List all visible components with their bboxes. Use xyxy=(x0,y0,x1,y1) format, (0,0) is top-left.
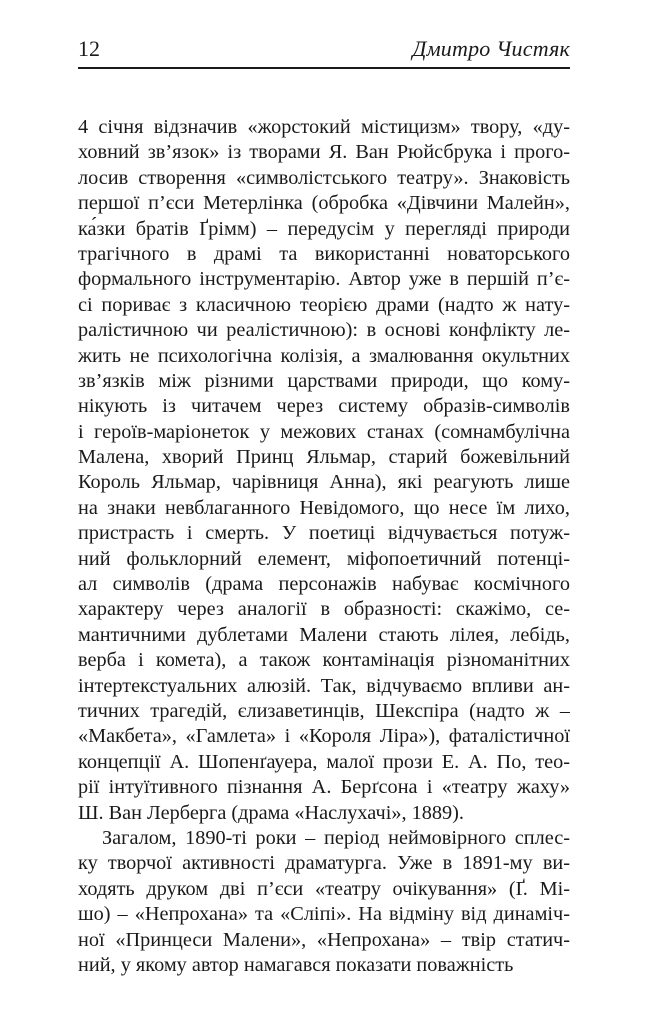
header-rule xyxy=(78,67,570,69)
text-line: Малена, хворий Принц Яльмар, старий божевільний xyxy=(78,446,570,469)
text-line: ку творчої активності драматурга. Уже в 1891-му ви- xyxy=(78,852,570,875)
text-line: «Макбета», «Гамлета» і «Короля Ліра»), фаталістичної xyxy=(78,725,570,748)
text-line: ка́зки братів Ґрімм) – передусім у перегляді природи xyxy=(78,217,570,240)
book-page xyxy=(78,0,570,1024)
page-number: 12 xyxy=(78,36,100,61)
text-line: шо) – «Непрохана» та «Сліпі». На відміну від динаміч- xyxy=(78,903,570,926)
text-line: верба і комета), а також контамінація різноманітних xyxy=(78,649,570,672)
text-line: зв’язків між різними царствами природи, що кому- xyxy=(78,369,570,392)
text-line: лосив створення «символістського театру». Знаковість xyxy=(78,166,570,189)
text-line: рії інтуїтивного пізнання А. Берґсона і «театру жаху» xyxy=(78,776,570,799)
text-line: формального інструментарію. Автор уже в першій п’є- xyxy=(78,268,570,291)
text-line: першої п’єси Метерлінка (обробка «Дівчини Малейн», xyxy=(78,192,570,215)
text-line: сі пориває з класичною теорією драми (надто ж нату- xyxy=(78,293,570,316)
text-line: трагічного в драмі та використанні новаторського xyxy=(78,242,570,265)
text-line: пристрасть і смерть. У поетиці відчувається потуж- xyxy=(78,522,570,545)
paragraph xyxy=(78,826,570,978)
text-line: ходять друком дві п’єси «театру очікування» (Ґ. Мі- xyxy=(78,877,570,900)
body-text xyxy=(78,115,570,978)
page-header xyxy=(78,36,570,76)
text-line: нікують із читачем через систему образів-символів xyxy=(78,395,570,418)
text-line: Король Яльмар, чарівниця Анна), які реагують лише xyxy=(78,471,570,494)
text-line: на знаки невблаганного Невідомого, що несе їм лихо, xyxy=(78,496,570,519)
text-line: ховний зв’язок» із творами Я. Ван Рюйсбрука і прого- xyxy=(78,141,570,164)
paragraph xyxy=(78,115,570,826)
text-line: ний фольклорний елемент, міфопоетичний потенці- xyxy=(78,547,570,570)
text-line: ної «Принцеси Малени», «Непрохана» – твір статич- xyxy=(78,928,570,951)
text-line: і героїв-маріонеток у межових станах (сомнамбулічна xyxy=(78,420,570,443)
text-line: Загалом, 1890-ті роки – період неймовірного сплес- xyxy=(102,826,570,849)
text-line: тичних трагедій, єлизаветинців, Шекспіра (надто ж – xyxy=(78,699,570,722)
text-line: ал символів (драма персонажів набуває космічного xyxy=(78,573,570,596)
text-line: концепції А. Шопенґауера, малої прози Е. А. По, тео- xyxy=(78,750,570,773)
text-line: характеру через аналогії в образності: скажімо, се- xyxy=(78,598,570,621)
text-line: інтертекстуальних алюзій. Так, відчуваємо впливи ан- xyxy=(78,674,570,697)
text-line: 4 січня відзначив «жорстокий містицизм» твору, «ду- xyxy=(78,116,570,138)
text-line: ний, у якому автор намагався показати поважність xyxy=(78,953,514,976)
text-line: мантичними дублетами Малени стають лілея, лебідь, xyxy=(78,623,570,646)
text-line: Ш. Ван Лерберга (драма «Наслухачі», 1889). xyxy=(78,801,464,824)
text-line: жить не психологічна колізія, а змалювання окультних xyxy=(78,344,570,367)
running-head: Дмитро Чистяк xyxy=(412,36,570,61)
text-line: ралістичною чи реалістичною): в основі конфлікту ле- xyxy=(78,319,570,342)
